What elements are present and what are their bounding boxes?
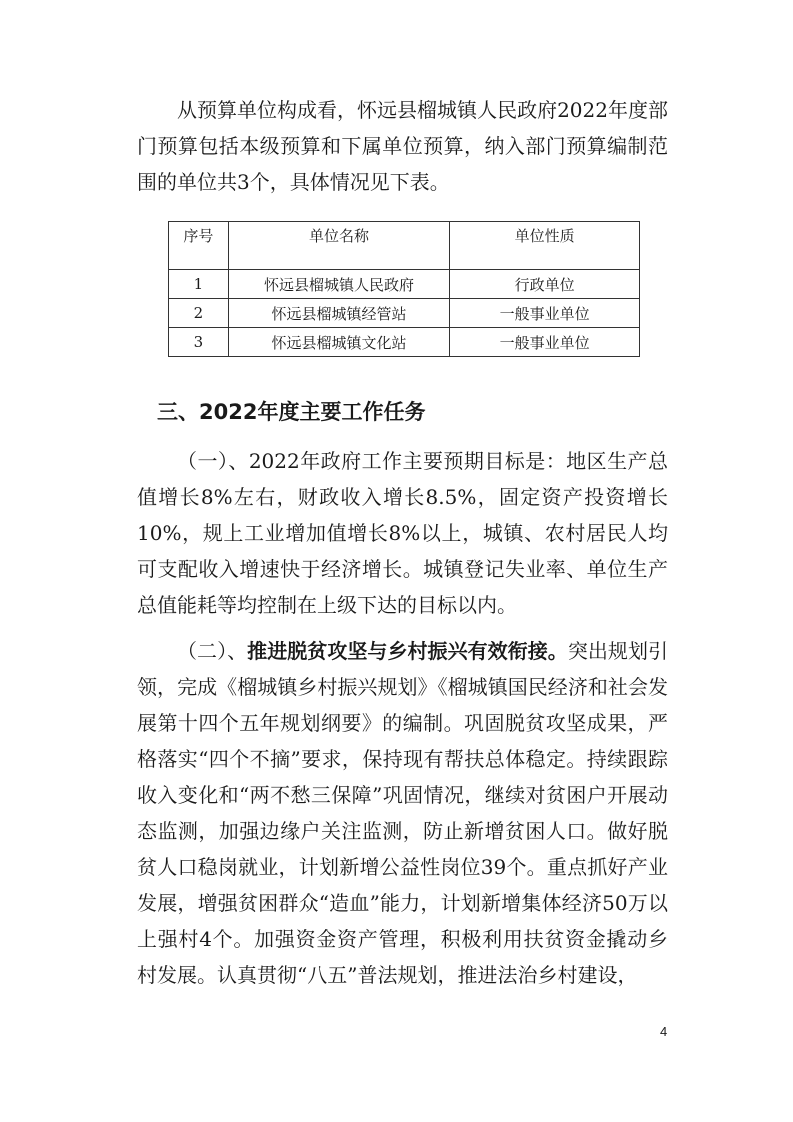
cell-index: 2 [169,299,229,328]
cell-unit-type: 行政单位 [450,270,640,299]
budget-units-table [168,221,640,357]
cell-index: 3 [169,328,229,357]
cell-unit-name: 怀远县榴城镇人民政府 [228,270,450,299]
paragraph-bold-topic: 推进脱贫攻坚与乡村振兴有效衔接。 [247,639,568,663]
cell-unit-name: 怀远县榴城镇经管站 [228,299,450,328]
paragraph-body: 突出规划引领，完成《榴城镇乡村振兴规划》《榴城镇国民经济和社会发展第十四个五年规划纲要》的编制。巩固脱贫攻坚成果，严格落实“四个不摘”要求，保持现有帮扶总体稳定。持续跟踪收入变化和“两不愁三保障”巩固情况，继续对贫困户开展动态监测，加强边缘户关注监测，防止新增贫困人口。做好脱贫人口稳岗就业，计划新增公益性岗位39个。重点抓好产业发展，增强贫困群众“造血”能力，计划新增集体经济50万以上强村4个。加强资金资产管理，积极利用扶贫资金撬动乡村发展。认真贯彻“八五”普法规划，推进法治乡村建设， [137,639,669,987]
goals-paragraph: （一）、2022年政府工作主要预期目标是：地区生产总值增长8%左右，财政收入增长8.5%，固定资产投资增长10%，规上工业增加值增长8%以上，城镇、农村居民人均可支配收入增速快于经济增长。城镇登记失业率、单位生产总值能耗等均控制在上级下达的目标以内。 [137,449,668,617]
section-heading: 三、2022年度主要工作任务 [157,400,426,424]
cell-unit-name: 怀远县榴城镇文化站 [228,328,450,357]
cell-index: 1 [169,270,229,299]
intro-paragraph: 从预算单位构成看，怀远县榴城镇人民政府2022年度部门预算包括本级预算和下属单位预算，纳入部门预算编制范围的单位共3个，具体情况见下表。 [137,98,668,194]
header-cell-index: 序号 [169,222,229,270]
page-number: 4 [660,1024,668,1039]
paragraph-lead: （二）、 [177,639,248,663]
header-cell-unit-type: 单位性质 [450,222,640,270]
poverty-paragraph [137,633,668,993]
table-row [169,270,640,299]
table-row [169,328,640,357]
header-cell-unit-name: 单位名称 [228,222,450,270]
table-row [169,299,640,328]
table-header-row [169,222,640,270]
cell-unit-type: 一般事业单位 [450,299,640,328]
cell-unit-type: 一般事业单位 [450,328,640,357]
